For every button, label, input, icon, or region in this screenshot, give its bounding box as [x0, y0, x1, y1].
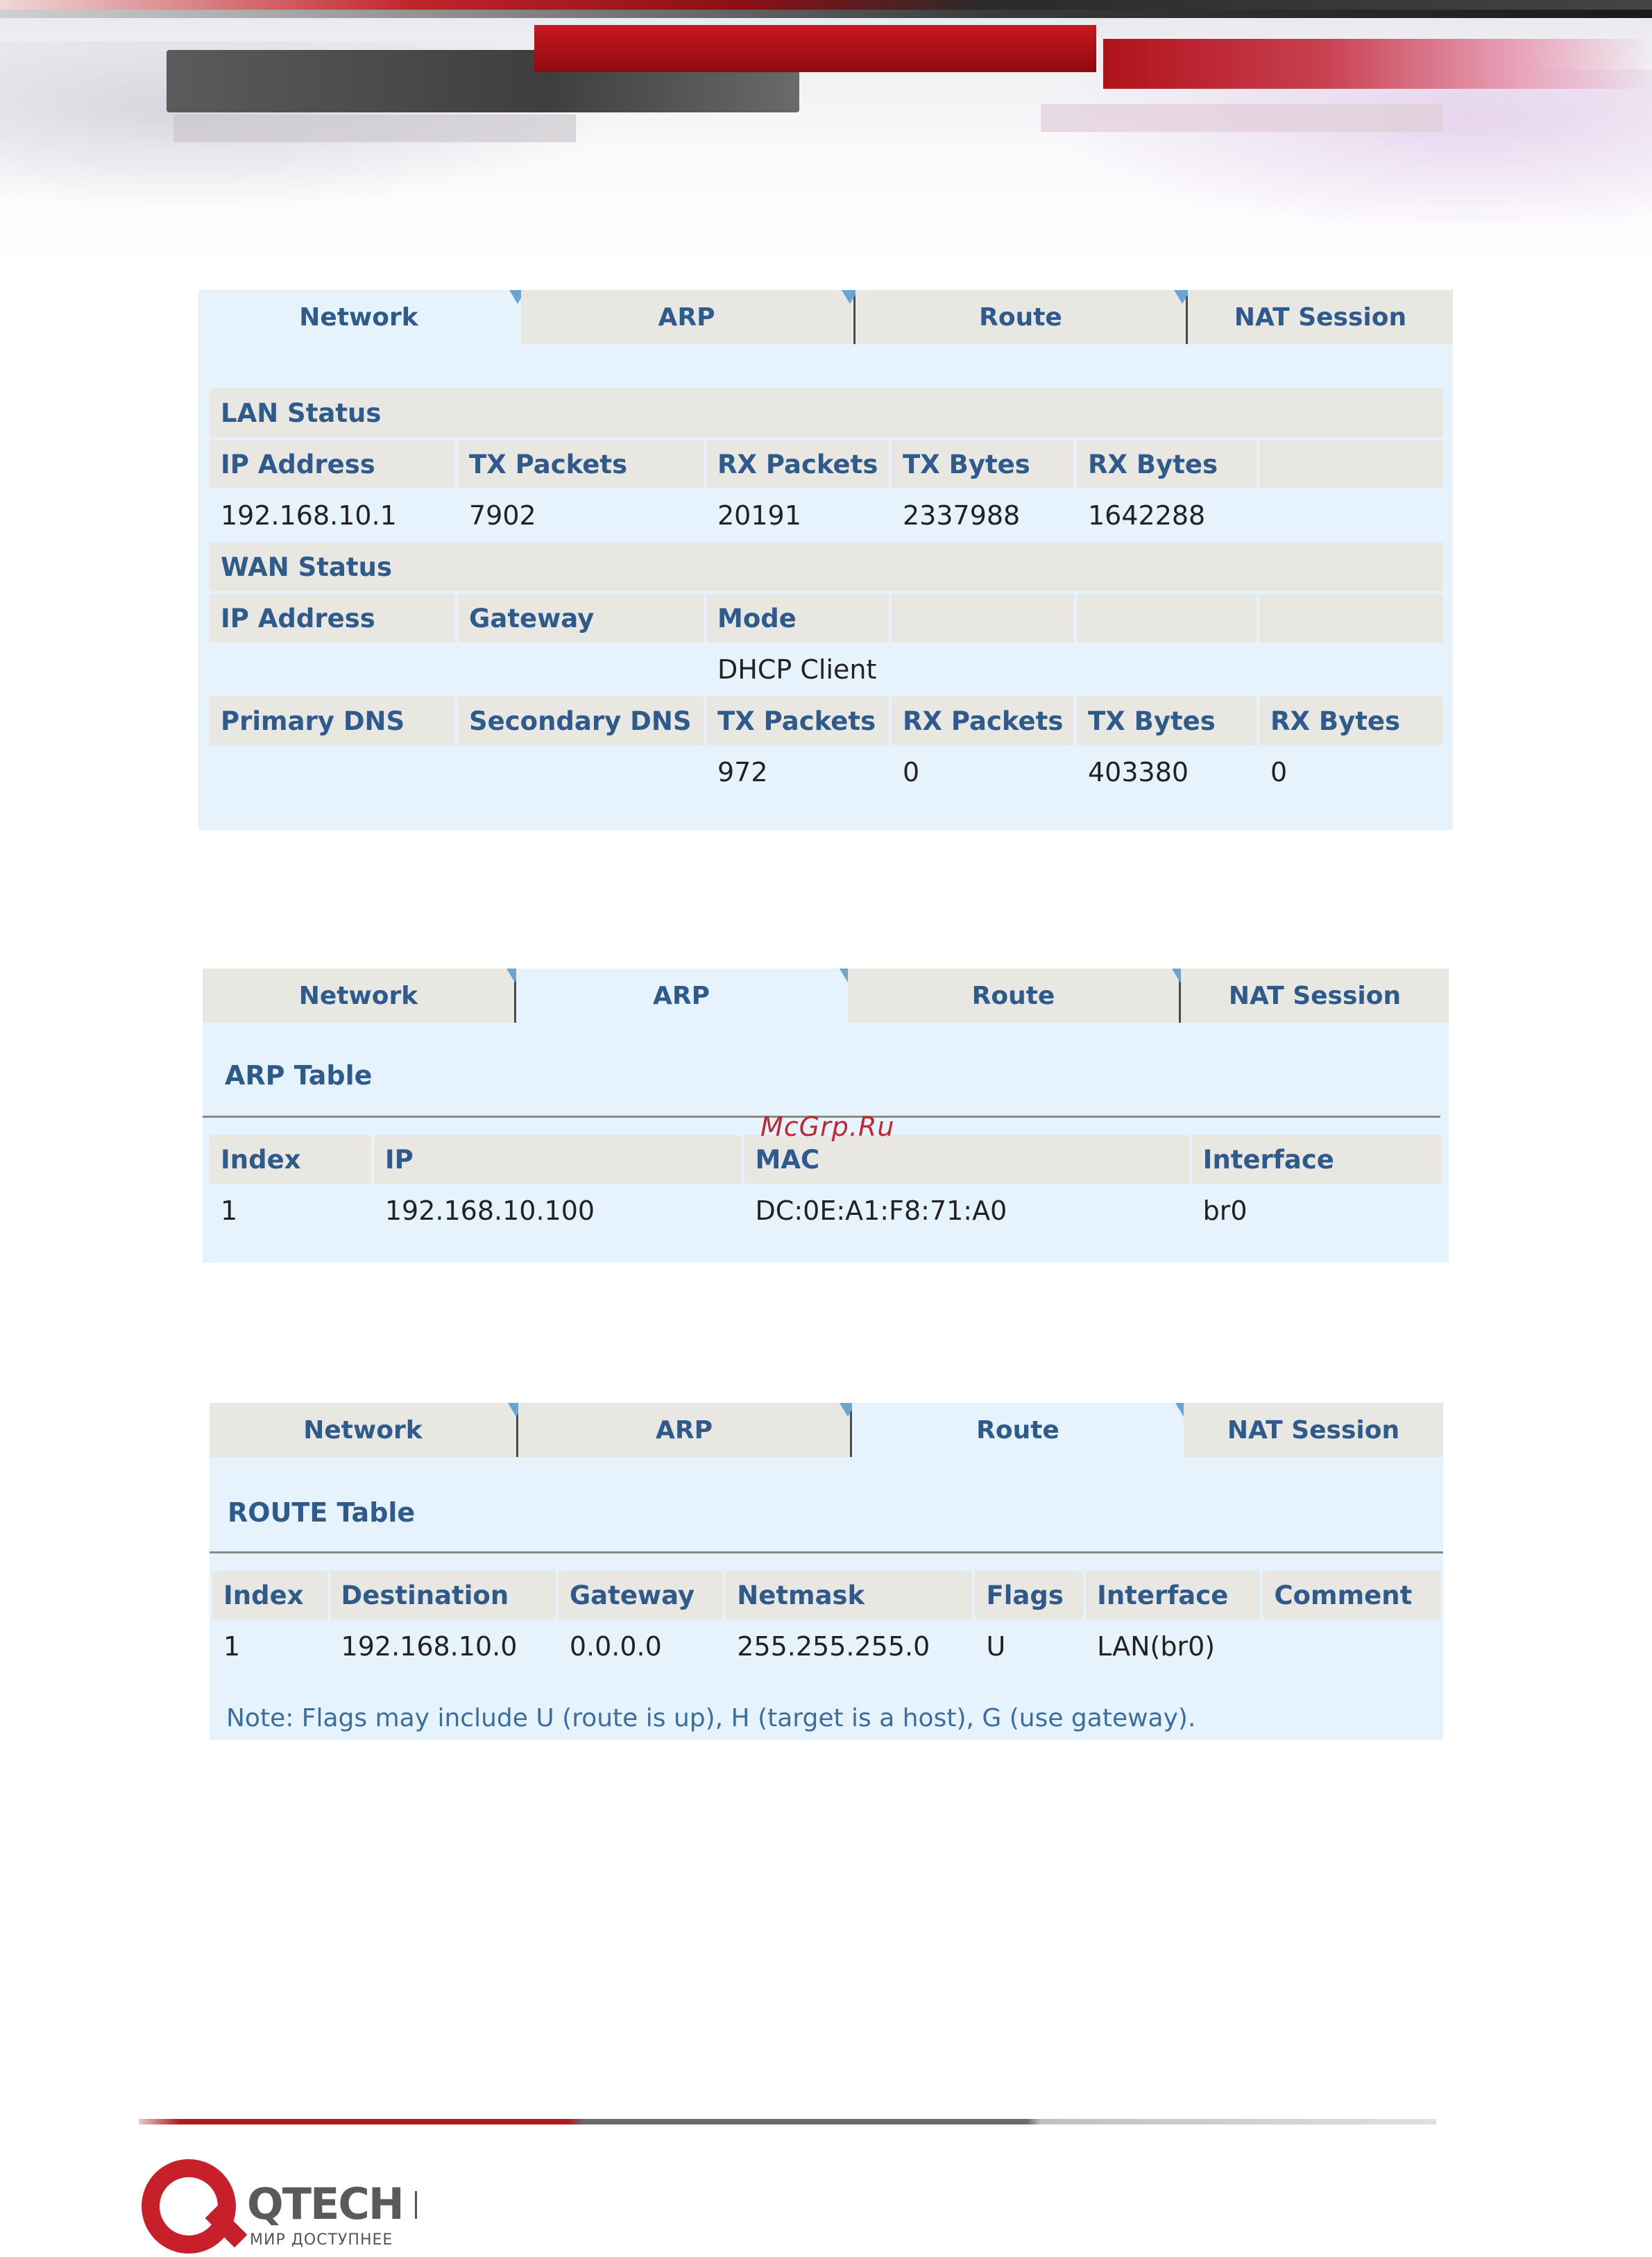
lan-section-row	[210, 389, 1443, 437]
header-banner	[0, 0, 1652, 264]
table-cell	[458, 748, 704, 797]
tab-route[interactable]: Route	[852, 1403, 1184, 1457]
wan-status-heading: WAN Status	[210, 543, 1443, 591]
table-cell: LAN(br0)	[1086, 1622, 1260, 1671]
column-header: TX Packets	[706, 697, 889, 745]
column-header: IP Address	[210, 594, 455, 642]
qtech-logo-text: QTECH	[247, 2179, 403, 2229]
banner-pink-bar	[1041, 104, 1443, 132]
qtech-logo-icon	[142, 2159, 236, 2254]
wan-header-row	[210, 594, 1443, 642]
tab-bar	[198, 290, 1453, 344]
arp-header-row	[210, 1135, 1442, 1184]
table-cell: 20191	[706, 491, 889, 540]
column-header: TX Bytes	[1077, 697, 1257, 745]
banner-stripe-top	[0, 0, 1652, 10]
tab-arp[interactable]: ARP	[516, 969, 846, 1023]
column-header: RX Bytes	[1077, 440, 1257, 488]
banner-red-block	[534, 25, 1096, 72]
table-cell: 1	[212, 1622, 327, 1671]
route-table-title: ROUTE Table	[228, 1497, 416, 1528]
footer-vertical-bar	[415, 2191, 417, 2219]
tab-network[interactable]: Network	[198, 290, 519, 344]
tab-network[interactable]: Network	[210, 1403, 516, 1457]
tab-nat-session[interactable]: NAT Session	[1188, 290, 1453, 344]
column-header: Gateway	[559, 1571, 723, 1619]
wan-section-row	[210, 543, 1443, 591]
table-cell: 192.168.10.0	[330, 1622, 556, 1671]
table-cell: 255.255.255.0	[726, 1622, 972, 1671]
column-header	[1259, 594, 1443, 642]
column-header: RX Packets	[892, 697, 1074, 745]
table-cell: DHCP Client	[706, 645, 889, 694]
column-header: Primary DNS	[210, 697, 455, 745]
table-cell: DC:0E:A1:F8:71:A0	[744, 1186, 1189, 1235]
column-header: Flags	[975, 1571, 1083, 1619]
column-header: RX Bytes	[1259, 697, 1443, 745]
dns-header-row	[210, 697, 1443, 745]
footer-divider	[139, 2119, 1436, 2124]
tab-nat-session[interactable]: NAT Session	[1181, 969, 1449, 1023]
column-header: Destination	[330, 1571, 556, 1619]
route-header-row	[212, 1571, 1440, 1619]
table-cell: 0	[1259, 748, 1443, 797]
table-cell: 403380	[1077, 748, 1257, 797]
table-cell: br0	[1192, 1186, 1442, 1235]
tab-route[interactable]: Route	[855, 290, 1186, 344]
arp-table	[207, 1132, 1445, 1238]
table-cell	[1259, 645, 1443, 694]
column-header	[1077, 594, 1257, 642]
tab-arp[interactable]: ARP	[521, 290, 852, 344]
table-cell: 7902	[458, 491, 704, 540]
table-cell	[1263, 1622, 1440, 1671]
banner-red-fade-block	[1103, 39, 1652, 89]
table-cell: U	[975, 1622, 1083, 1671]
table-cell: 1642288	[1077, 491, 1257, 540]
tab-bar	[203, 969, 1449, 1023]
column-header: RX Packets	[706, 440, 889, 488]
column-header: Index	[212, 1571, 327, 1619]
route-flags-note: Note: Flags may include U (route is up), H (target is a host), G (use gateway).	[226, 1704, 1196, 1732]
column-header: MAC	[744, 1135, 1189, 1184]
column-header: IP	[374, 1135, 742, 1184]
table-cell: 2337988	[892, 491, 1074, 540]
table-cell: 0.0.0.0	[559, 1622, 723, 1671]
network-status-panel	[198, 290, 1453, 830]
column-header: Secondary DNS	[458, 697, 704, 745]
lan-header-row	[210, 440, 1443, 488]
wan-value-row	[210, 645, 1443, 694]
arp-table-title: ARP Table	[225, 1060, 373, 1091]
column-header: Index	[210, 1135, 371, 1184]
table-cell: 0	[892, 748, 1074, 797]
banner-haze-right	[1041, 69, 1652, 236]
table-cell	[1077, 645, 1257, 694]
column-header: TX Bytes	[892, 440, 1074, 488]
column-header: Interface	[1086, 1571, 1260, 1619]
lan-status-heading: LAN Status	[210, 389, 1443, 437]
column-header: Comment	[1263, 1571, 1440, 1619]
tab-route[interactable]: Route	[848, 969, 1179, 1023]
route-table	[210, 1568, 1443, 1673]
table-cell: 1	[210, 1186, 371, 1235]
network-status-table	[207, 386, 1446, 799]
column-header	[892, 594, 1074, 642]
watermark: McGrp.Ru	[760, 1112, 895, 1142]
column-header: IP Address	[210, 440, 455, 488]
banner-stripe-dark	[0, 10, 1652, 18]
table-cell: 192.168.10.1	[210, 491, 455, 540]
lan-value-row	[210, 491, 1443, 540]
route-title-divider	[210, 1551, 1443, 1553]
table-cell: 192.168.10.100	[374, 1186, 742, 1235]
qtech-logo-tagline: МИР ДОСТУПНЕЕ	[250, 2231, 393, 2249]
table-row	[212, 1622, 1440, 1671]
tab-bar	[210, 1403, 1443, 1457]
column-header: Netmask	[726, 1571, 972, 1619]
dns-value-row	[210, 748, 1443, 797]
tab-nat-session[interactable]: NAT Session	[1184, 1403, 1443, 1457]
table-cell	[1259, 491, 1443, 540]
table-row	[210, 1186, 1442, 1235]
route-panel	[210, 1403, 1443, 1740]
column-header: Mode	[706, 594, 889, 642]
table-cell	[458, 645, 704, 694]
column-header: Gateway	[458, 594, 704, 642]
table-cell	[210, 645, 455, 694]
tab-network[interactable]: Network	[203, 969, 514, 1023]
table-cell	[210, 748, 455, 797]
tab-arp[interactable]: ARP	[518, 1403, 850, 1457]
column-header: Interface	[1192, 1135, 1442, 1184]
column-header: TX Packets	[458, 440, 704, 488]
table-cell	[892, 645, 1074, 694]
column-header	[1259, 440, 1443, 488]
banner-grey-bar	[173, 114, 576, 142]
table-cell: 972	[706, 748, 889, 797]
